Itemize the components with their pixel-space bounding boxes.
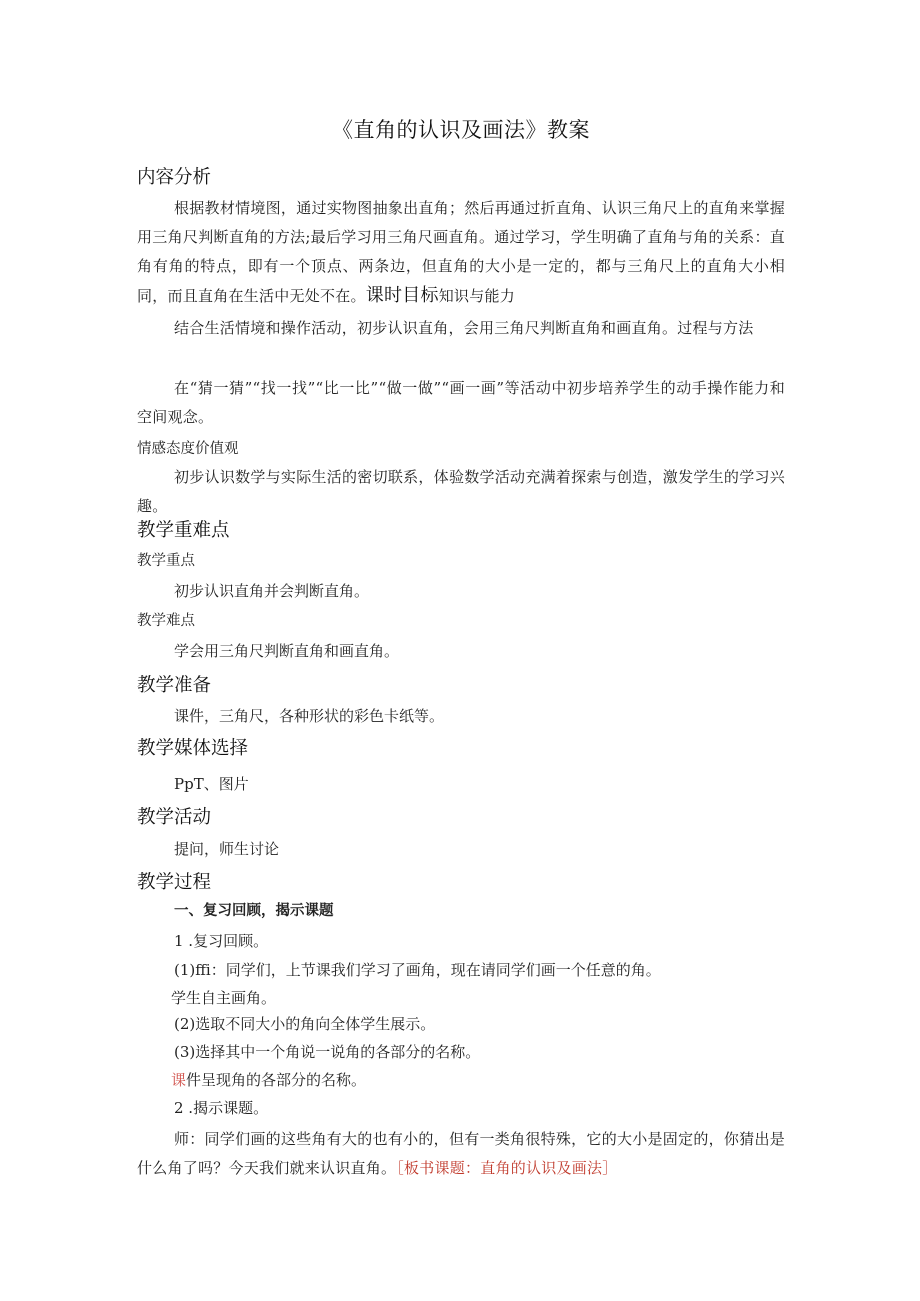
content-analysis-text: 根据教材情境图，通过实物图抽象出直角；然后再通过折直角、认识三角尺上的直角来掌握用三角尺判断直角的方法;最后学习用三角尺画直角。通过学习，学生明确了直角与角的关系：直角有角的特点，即有一个顶点、两条边，但直角的大小是一定的，都与三角尺上的直角大小相同，而且直角在生活中无处不在。 <box>137 199 785 305</box>
content-analysis-paragraph <box>137 194 785 311</box>
teacher-paragraph <box>137 1125 785 1183</box>
media-text: PpT、图片 <box>174 775 249 793</box>
process-item-1-1: (1)ffi：同学们，上节课我们学习了画角，现在请同学们画一个任意的角。 <box>174 961 661 979</box>
heading-preparation: 教学准备 <box>137 675 212 696</box>
heading-content-analysis: 内容分析 <box>137 167 212 188</box>
board-note: ［板书课题：直角的认识及画法］ <box>396 1159 618 1177</box>
heading-teaching-process: 教学过程 <box>137 872 212 893</box>
process-courseware-line <box>171 1069 366 1091</box>
objective-attitude-paragraph: 初步认识数学与实际生活的密切联系，体验数学活动充满着探索与创造，激发学生的学习兴趣。 <box>137 468 785 515</box>
heading-media-selection: 教学媒体选择 <box>137 738 249 759</box>
difficult-point-text: 学会用三角尺判断直角和画直角。 <box>174 642 400 660</box>
teacher-text: 师：同学们画的这些角有大的也有小的，但有一类角很特殊，它的大小是固定的，你猜出是什么角了吗？今天我们就来认识直角。 <box>137 1130 785 1177</box>
objective-process-paragraph: 在“猜一猜”“找一找”“比一比”“做一做”“画一画”等活动中初步培养学生的动手操作能力和空间观念。 <box>137 379 785 426</box>
activities-text: 提问，师生讨论 <box>174 840 280 858</box>
subheading-attitude-values: 情感态度价值观 <box>137 441 239 457</box>
process-item-1: 1 .复习回顾。 <box>174 932 269 950</box>
process-item-1-2: (2)选取不同大小的角向全体学生展示。 <box>174 1015 436 1033</box>
courseware-text: 件呈现角的各部分的名称。 <box>186 1071 367 1089</box>
heading-lesson-objectives: 课时目标 <box>365 285 439 306</box>
subheading-knowledge-ability: 知识与能力 <box>438 287 516 305</box>
objective-knowledge-paragraph: 结合生活情境和操作活动，初步认识直角，会用三角尺判断直角和画直角。过程与方法 <box>174 319 754 337</box>
heading-key-difficult-points: 教学重难点 <box>137 520 230 541</box>
process-student-drawing: 学生自主画角。 <box>171 989 277 1007</box>
process-item-2: 2 .揭示课题。 <box>174 1099 269 1117</box>
subheading-key-point: 教学重点 <box>137 553 195 569</box>
process-item-1-3: (3)选择其中一个角说一说角的各部分的名称。 <box>174 1043 481 1061</box>
process-part1-title: 一、复习回顾，揭示课题 <box>174 903 334 919</box>
preparation-text: 课件，三角尺，各种形状的彩色卡纸等。 <box>174 707 445 725</box>
key-point-text: 初步认识直角并会判断直角。 <box>174 582 370 600</box>
subheading-difficult-point: 教学难点 <box>137 613 195 629</box>
document-title: 《直角的认识及画法》教案 <box>332 118 590 142</box>
heading-activities: 教学活动 <box>137 807 212 828</box>
courseware-mark: 课 <box>171 1071 187 1089</box>
